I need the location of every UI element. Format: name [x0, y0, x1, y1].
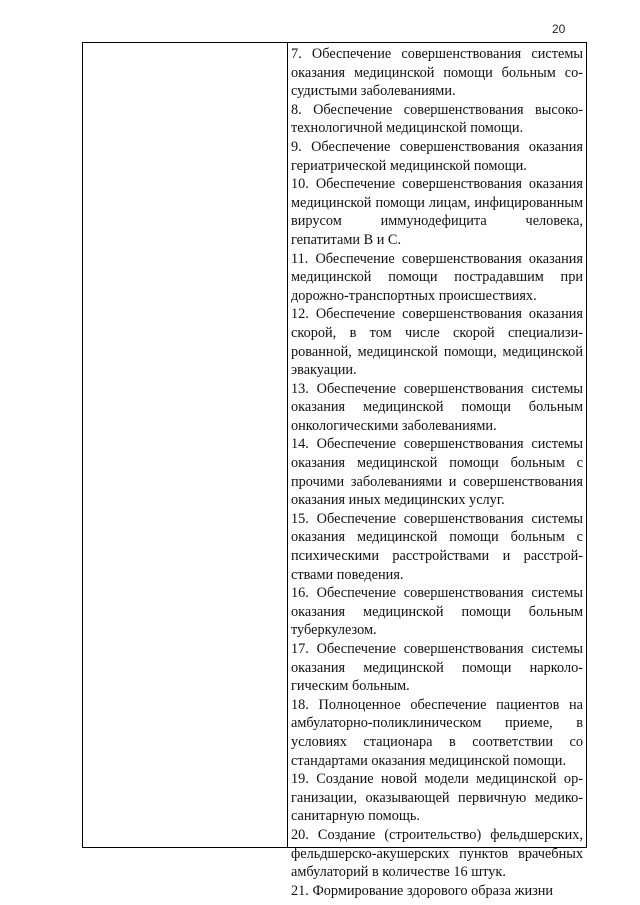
list-item-19: 19. Создание новой модели медицинской организации, оказывающей первичную медико-санитарную помощь.	[291, 771, 583, 825]
page-number: 20	[552, 22, 566, 36]
list-item-17: 17. Обеспечение совершенствования системы оказания медицинской помощи наркологическим больным.	[291, 641, 583, 695]
list-item-15: 15. Обеспечение совершенствования системы оказания медицинской помощи больным с психическими расстройствами и расстройствами поведения.	[291, 510, 583, 583]
list-item-18: 18. Полноценное обеспечение пациентов на амбулаторно-поликлиническом приеме, в условиях стационара в соответствии со стандартами оказания медицинской помощи.	[291, 696, 583, 769]
list-item-13: 13. Обеспечение совершенствования системы оказания медицинской помощи больным онкологическими заболеваниями.	[291, 380, 583, 434]
list-item-8: 8. Обеспечение совершенствования высокотехнологичной медицинской помощи.	[291, 101, 583, 137]
list-item-20: 20. Создание (строительство) фельдшерских, фельдшерско-акушерских пунктов врачебных амбулаторий в количестве 16 штук.	[291, 826, 583, 881]
list-item-21: 21. Формирование здорового образа жизни	[291, 882, 554, 899]
list-item-11: 11. Обеспечение совершенствования оказания медицинской помощи пострадавшим при дорожно-транспортных происшествиях.	[291, 250, 583, 304]
table-right-column	[288, 43, 586, 899]
list-item-12: 12. Обеспечение совершенствования оказания скорой, в том числе скорой специализированной, медицинской помощи, медицинской эвакуации.	[291, 306, 583, 379]
list-item-9: 9. Обеспечение совершенствования оказания гериатрической медицинской помощи.	[291, 138, 583, 174]
list-item-7: 7. Обеспечение совершенствования системы оказания медицинской помощи больным сосудистыми заболеваниями.	[291, 46, 583, 100]
table-left-column-empty	[83, 43, 288, 847]
list-item-16: 16. Обеспечение совершенствования системы оказания медицинской помощи больным туберкулезом.	[291, 585, 583, 639]
list-item-10: 10. Обеспечение совершенствования оказания медицинской помощи лицам, инфицированным вирусом иммунодефицита человека, гепатитами В и С.	[291, 176, 583, 248]
document-table	[82, 42, 587, 899]
list-item-14: 14. Обеспечение совершенствования системы оказания медицинской помощи больным с прочими заболеваниями и совершенствования оказания иных медицинских услуг.	[291, 436, 583, 509]
